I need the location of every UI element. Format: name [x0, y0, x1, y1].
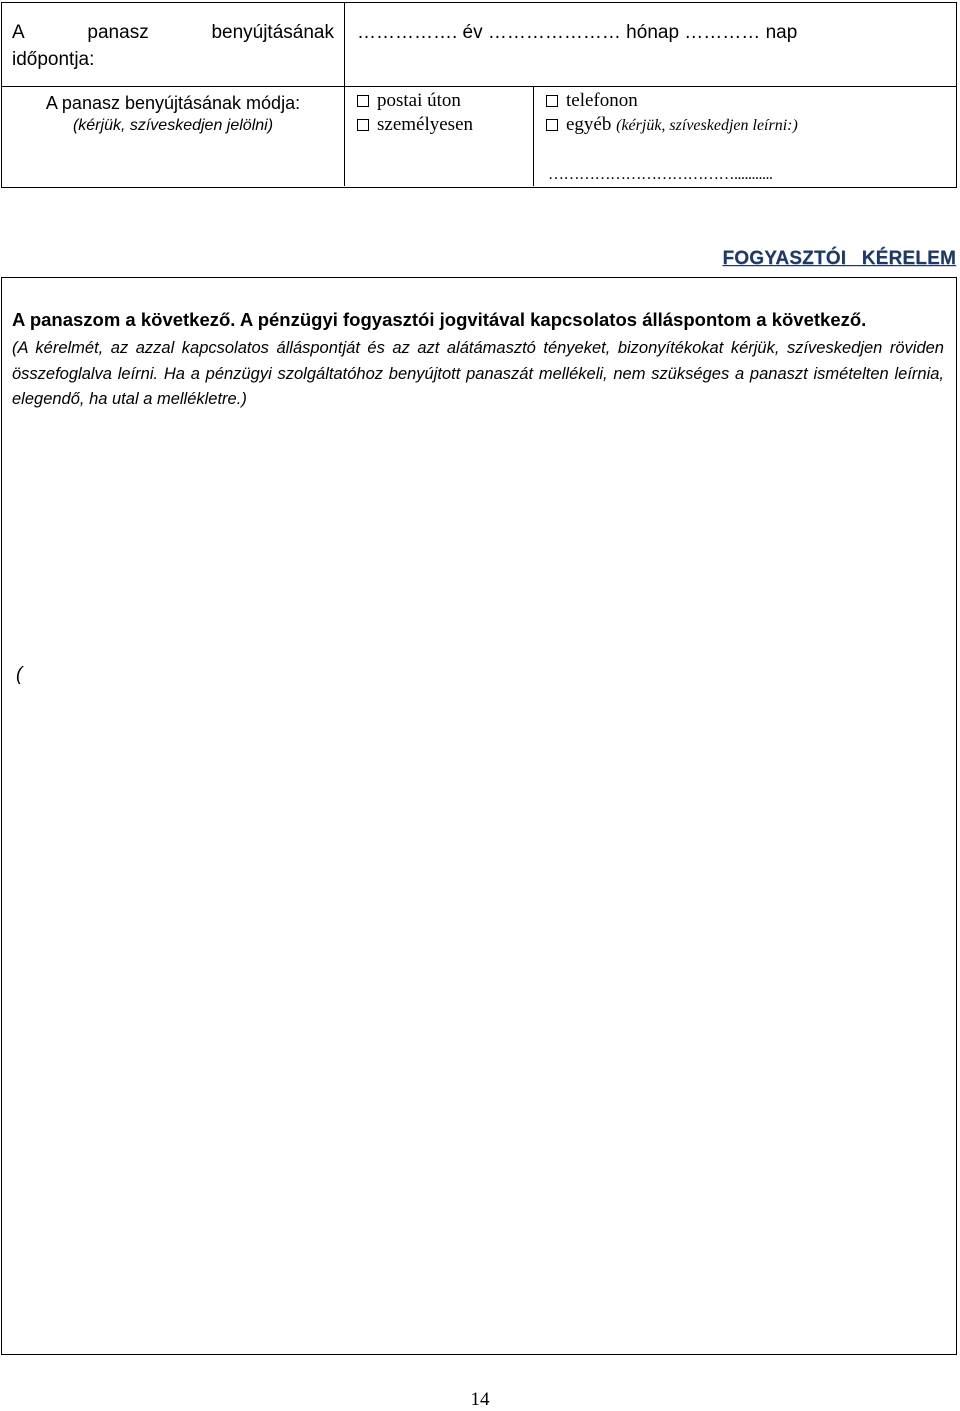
- option-postal-label: postai úton: [377, 90, 461, 111]
- page-number: 14: [470, 1389, 490, 1410]
- option-in-person[interactable]: [357, 113, 473, 137]
- submission-date-label-word: benyújtásának: [211, 22, 334, 43]
- submission-mode-options-left: [357, 89, 473, 137]
- complaint-text-box[interactable]: [1, 277, 957, 1355]
- other-description-field[interactable]: ………………………………...........: [548, 166, 773, 183]
- submission-date-label-word: A: [12, 22, 25, 43]
- stray-parenthesis: (: [16, 664, 23, 685]
- option-other-hint: (kérjük, szíveskedjen leírni:): [616, 117, 798, 134]
- table-column-divider: [344, 3, 345, 186]
- complaint-info-table: [1, 2, 957, 188]
- section-title: FOGYASZTÓI KÉRELEM: [722, 248, 956, 269]
- complaint-instructions: (A kérelmét, az azzal kapcsolatos álláspontját és az azt alátámasztó tényeket, bizonyítékokat kérjük, szíveskedjen röviden összefoglalva leírni. Ha a pénzügyi szolgáltatóhoz benyújtott panaszát mellékeli, nem szükséges a panaszt ismételten leírnia, elegendő, ha utal a mellékletre.): [12, 339, 944, 408]
- option-phone-label: telefonon: [566, 90, 638, 111]
- submission-date-label: [12, 19, 334, 73]
- checkbox-in-person[interactable]: [357, 119, 369, 131]
- table-column-divider: [533, 86, 534, 186]
- submission-mode-hint: (kérjük, szíveskedjen jelölni): [72, 117, 274, 134]
- checkbox-phone[interactable]: [546, 95, 558, 107]
- option-phone[interactable]: [546, 89, 798, 113]
- submission-date-field[interactable]: ……………. év ………………… hónap ………… nap: [357, 22, 798, 43]
- option-postal[interactable]: [357, 89, 473, 113]
- submission-date-label-line2: időpontja:: [12, 49, 95, 70]
- table-row-divider: [2, 86, 956, 87]
- complaint-heading: A panaszom a következő. A pénzügyi fogyasztói jogvitával kapcsolatos álláspontom a következő.: [12, 309, 867, 330]
- submission-date-label-word: panasz: [87, 22, 149, 43]
- option-other-label: egyéb: [566, 114, 612, 135]
- submission-mode-label: [2, 91, 344, 137]
- checkbox-other[interactable]: [546, 119, 558, 131]
- option-in-person-label: személyesen: [377, 114, 474, 135]
- submission-mode-options-right: [546, 89, 798, 138]
- submission-mode-title: A panasz benyújtásának módja:: [45, 93, 301, 113]
- option-other[interactable]: [546, 113, 798, 138]
- checkbox-postal[interactable]: [357, 95, 369, 107]
